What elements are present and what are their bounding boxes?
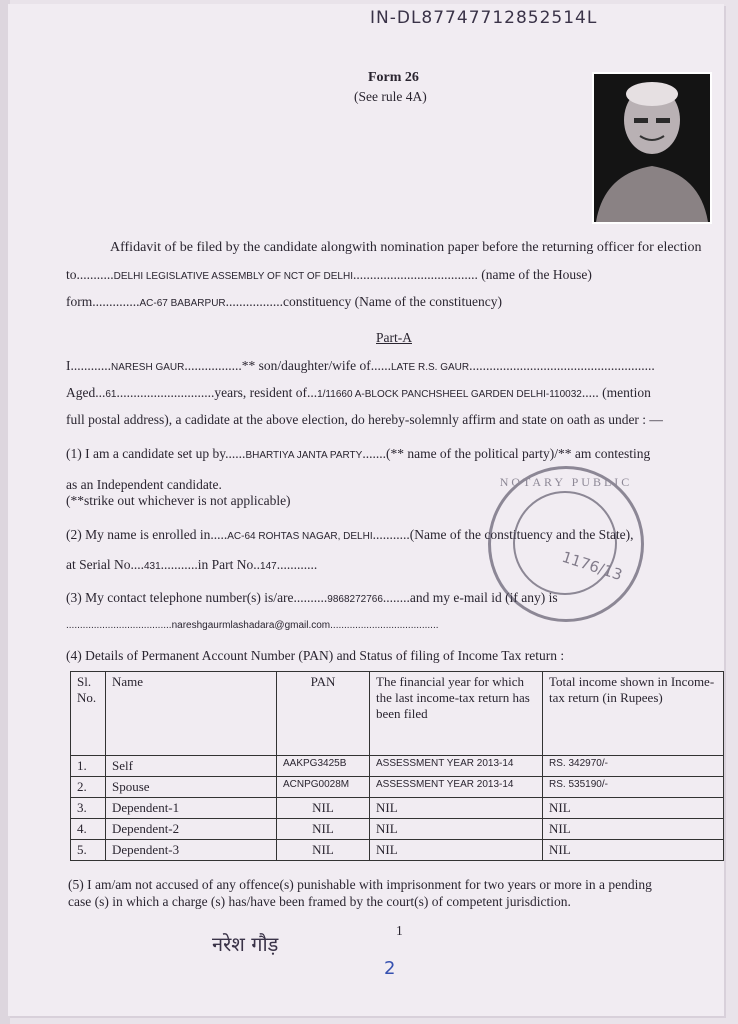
item-1-note: (**strike out whichever is not applicable) [66, 493, 291, 508]
part-a-heading: Part-A [376, 330, 412, 345]
phone-number: 9868272766 [327, 594, 383, 605]
party-name: BHARTIYA JANTA PARTY [245, 450, 363, 461]
header-sl-no: Sl. No. [71, 672, 106, 756]
email-line: ......................................nareshgaurmlashadara@gmail.com....................................... [66, 620, 439, 631]
notary-stamp-text: NOTARY PUBLIC [499, 475, 633, 489]
header-name: Name [106, 672, 277, 756]
item-3-line: (3) My contact telephone number(s) is/are..........9868272766........and my e-mail id (if any) is [66, 590, 558, 605]
affidavit-intro: Affidavit of be filed by the candidate alongwith nomination paper before the returning officer for election [110, 240, 702, 255]
table-row: 5. Dependent-3 NIL NIL NIL [71, 840, 724, 861]
notary-number: 1176/13 [559, 547, 625, 585]
table-header-row [71, 672, 724, 756]
father-name: LATE R.S. GAUR [390, 362, 470, 373]
item-1-independent: as an Independent candidate. [66, 477, 222, 492]
notary-stamp [488, 466, 644, 622]
item-5-line-1: (5) I am/am not accused of any offence(s) punishable with imprisonment for two years or more in a pending [68, 877, 652, 892]
declarant-name: NARESH GAUR [111, 362, 185, 373]
declarant-line: I............NARESH GAUR.................** son/daughter/wife of......LATE R.S. GAUR....................................................... [66, 358, 655, 373]
header-financial-year: The financial year for which the last income-tax return has been filed [370, 672, 543, 756]
constituency-line: form..............AC-67 BABARPUR.................constituency (Name of the constituency) [66, 294, 502, 309]
pan-table [70, 671, 724, 861]
email-address: nareshgaurmlashadara@gmail.com [171, 620, 331, 631]
age-address-line: Aged...61.............................years, resident of...1/11660 A-BLOCK PANCHSHEEL GARDEN DELHI-110032..... (mention [66, 385, 651, 400]
header-pan: PAN [277, 672, 370, 756]
serial-number: 431 [143, 561, 161, 572]
form-title: Form 26 [368, 70, 419, 85]
part-number: 147 [260, 561, 277, 572]
table-row: 4. Dependent-2 NIL NIL NIL [71, 819, 724, 840]
item-2-line: (2) My name is enrolled in.....AC-64 ROHTAS NAGAR, DELHI...........(Name of the constituency and the State), [66, 527, 634, 542]
item-4-heading: (4) Details of Permanent Account Number (PAN) and Status of filing of Income Tax return : [66, 648, 565, 663]
item-2-serial-line: at Serial No....431...........in Part No..147............ [66, 557, 318, 572]
table-row: 1. Self AAKPG3425B ASSESSMENT YEAR 2013-14 RS. 342970/- [71, 756, 724, 777]
candidate-photo [592, 72, 712, 224]
page-number: 1 [396, 923, 403, 938]
table-row: 3. Dependent-1 NIL NIL NIL [71, 798, 724, 819]
age-value: 61 [105, 389, 117, 400]
form-rule: (See rule 4A) [354, 89, 427, 104]
house-name: DELHI LEGISLATIVE ASSEMBLY OF NCT OF DELHI [113, 271, 353, 282]
signature: नरेश गौड़ [212, 932, 279, 956]
table-row: 2. Spouse ACNPG0028M ASSESSMENT YEAR 2013-14 RS. 535190/- [71, 777, 724, 798]
house-line: to...........DELHI LEGISLATIVE ASSEMBLY OF NCT OF DELHI..................................... (name of the House) [66, 267, 592, 282]
stamp-paper-number: IN-DL87747712852514L [370, 8, 598, 28]
item-1-line: (1) I am a candidate set up by......BHARTIYA JANTA PARTY.......(** name of the political party)/** am contesting [66, 446, 651, 461]
header-total-income: Total income shown in Income-tax return (in Rupees) [543, 672, 724, 756]
constituency-name: AC-67 BABARPUR [139, 298, 226, 309]
postal-line: full postal address), a cadidate at the above election, do hereby-solemnly affirm and state on oath as under : — [66, 412, 663, 427]
handwritten-page-number: 2 [384, 958, 396, 979]
address-value: 1/11660 A-BLOCK PANCHSHEEL GARDEN DELHI-110032 [317, 389, 582, 400]
item-5-line-2: case (s) in which a charge (s) has/have been framed by the court(s) of competent jurisdiction. [68, 894, 571, 909]
enrolled-constituency: AC-64 ROHTAS NAGAR, DELHI [227, 531, 373, 542]
